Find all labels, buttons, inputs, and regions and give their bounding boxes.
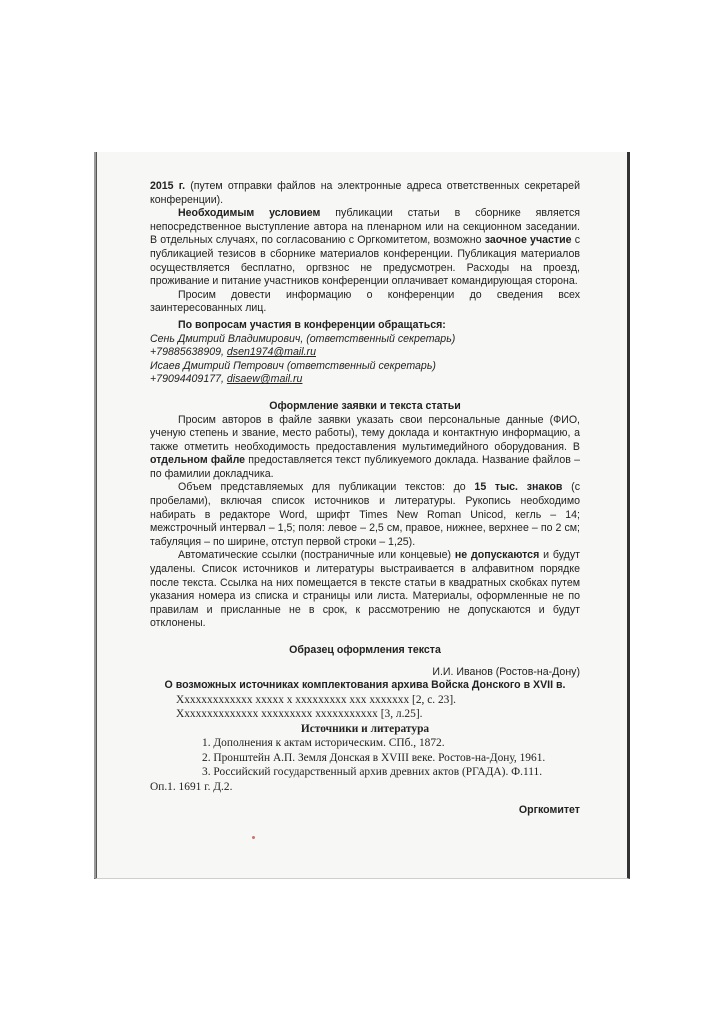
sample-line-1: Ххххххххххххх ххххх х ххххххххх ххх ххххххх [2, с. 23]. [176, 693, 457, 706]
contact-person-1: Сень Дмитрий Владимирович, (ответственный секретарь) [150, 332, 456, 345]
application-paragraph-1: Просим авторов в файле заявки указать свои персональные данные (ФИО, ученую степень и звание, место работы), тему доклада и контактную информацию, а также отметить необходимость предоставления мультимедийного оборудования. В отдельном файле предоставляется текст публикуемого доклада. Название файлов – по фамилии докладчика. [150, 413, 580, 480]
source-item-3-continued: Оп.1. 1691 г. Д.2. [150, 780, 233, 793]
contact-line-2: +79094409177, disaew@mail.ru [150, 373, 303, 386]
application-paragraph-2: Объем представляемых для публикации текстов: до 15 тыс. знаков (с пробелами), включая список источников и литературы. Рукопись необходимо набирать в редакторе Word, шрифт Times New Roman Unicod, кегль – 14; межстрочный интервал – 1,5; поля: левое – 2,5 см, правое, нижнее, верхнее – по 2 см; табуляция – по ширине, отступ первой строки – 1,25). [150, 481, 580, 548]
intro-paragraph: 2015 г. (путем отправки файлов на электронные адреса ответственных секретарей конференции). [150, 180, 580, 206]
condition-paragraph: Необходимым условием публикации статьи в сборнике является непосредственное выступление автора на пленарном или на секционном заседании. В отдельных случаях, по согласованию с Оргкомитетом, возможно заочное участие с публикацией тезисов в сборнике материалов конференции. Публикация материалов осуществляется бесплатно, оргвзнос не предусмотрен. Расходы на проезд, проживание и питание участников конференции оплачивает командирующая сторона. [150, 207, 581, 288]
email-link-2[interactable]: disaew@mail.ru [226, 373, 303, 386]
sample-title: О возможных источниках комплектования архива Войска Донского в XVII в. [164, 679, 566, 692]
contact-person-2: Исаев Дмитрий Петрович (ответственный секретарь) [150, 359, 436, 372]
contacts-heading: По вопросам участия в конференции обращаться: [178, 318, 446, 331]
sources-heading: Источники и литература [300, 722, 430, 735]
ink-mark [252, 836, 255, 839]
email-link-1[interactable]: dsen1974@mail.ru [226, 346, 316, 359]
request-paragraph: Просим довести информацию о конференции до сведения всех заинтересованных лиц. [150, 288, 580, 315]
sample-line-2: Хххххххххххххх ххххххххх ххххххххххх [3, л.25]. [176, 708, 423, 721]
document-body [150, 180, 580, 818]
sample-author: И.И. Иванов (Ростов-на-Дону) [432, 665, 580, 678]
contact-line-1: +79885638909, dsen1974@mail.ru [150, 346, 316, 359]
application-paragraph-3: Автоматические ссылки (постраничные или концевые) не допускаются и будут удалены. Список источников и литературы выстраивается в алфавитном порядке после текста. Ссылка на них помещается в тексте статьи в квадратных скобках путем указания номера из списка и страницы или листа. Материалы, оформленные не по правилам и присланные не в срок, к рассмотрению не допускаются и будут отклонены. [150, 549, 580, 630]
application-heading: Оформление заявки и текста статьи [269, 399, 461, 412]
sample-heading: Образец оформления текста [289, 644, 441, 656]
signature: Оргкомитет [518, 804, 580, 817]
source-item-1: 1. Дополнения к актам историческим. СПб., 1872. [202, 737, 445, 750]
source-item-2: 2. Пронштейн А.П. Земля Донская в XVIII веке. Ростов-на-Дону, 1961. [202, 751, 546, 764]
source-item-3: 3. Российский государственный архив древних актов (РГАДА). Ф.111. [202, 766, 543, 779]
